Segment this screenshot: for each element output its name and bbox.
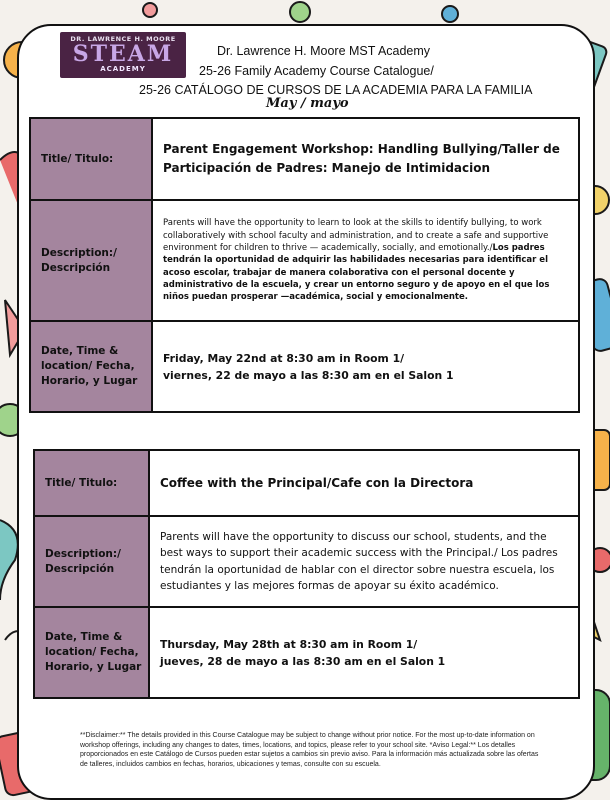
event-date-en: Thursday, May 28th at 8:30 am in Room 1/ <box>160 637 418 651</box>
event-date-es: viernes, 22 de mayo a las 8:30 am en el Salon 1 <box>163 368 454 382</box>
description-en: Parents will have the opportunity to learn to look at the skills to identify bullying, to work collaboratively with school faculty and administration, and to create a safe and supportive environment for children to thrive — academically, socially, and emotionally./ <box>163 218 549 254</box>
event-table-2 <box>33 449 580 699</box>
event-description <box>163 217 568 303</box>
description-es: Los padres tendrán la oportunidad de adquirir las habilidades necesarias para identificar el acoso escolar, trabajar de manera colaborativa con el personal docente y administrativo de la escuela, y crear un entorno seguro y de apoyo en el que los niños puedan prosperar —académica, social y emocionalmente. <box>163 243 550 303</box>
school-name: Dr. Lawrence H. Moore MST Academy <box>217 44 431 58</box>
logo-line-2: STEAM <box>72 41 174 67</box>
datetime-label: Date, Time & location/ Fecha, Horario, y Lugar <box>34 607 149 698</box>
logo-line-3: ACADEMY <box>100 65 146 73</box>
event-title: Parent Engagement Workshop: Handling Bullying/Taller de Participación de Padres: Manejo de Intimidacion <box>163 142 560 175</box>
event-date-es: jueves, 28 de mayo a las 8:30 am en el Salon 1 <box>160 654 446 668</box>
event-description-cell <box>152 200 579 321</box>
title-label: Title/ Titulo: <box>30 118 152 200</box>
event-title-cell <box>152 118 579 200</box>
description-label: Description:/ Descripción <box>30 200 152 321</box>
event-datetime-cell <box>152 321 579 412</box>
event-title: Coffee with the Principal/Cafe con la Directora <box>160 475 474 490</box>
event-description: Parents will have the opportunity to discuss our school, students, and the best ways to support their academic success with the Principal./ Los padres tendrán la oportunidad de hablar con el director sobre nuestra escuela, los estudiantes y las mejores formas de apoyar su éxito académico. <box>160 530 558 592</box>
month-heading: May / mayo <box>266 96 349 111</box>
catalogue-title-es: 25-26 CATÁLOGO DE CURSOS DE LA ACADEMIA PARA LA FAMILIA <box>139 83 533 97</box>
logo-line-1: DR. LAWRENCE H. MOORE <box>70 35 176 43</box>
event-date-en: Friday, May 22nd at 8:30 am in Room 1/ <box>163 351 405 365</box>
description-label: Description:/ Descripción <box>34 516 149 607</box>
event-description-cell <box>149 516 579 607</box>
title-label: Title/ Titulo: <box>34 450 149 516</box>
datetime-label: Date, Time & location/ Fecha, Horario, y Lugar <box>30 321 152 412</box>
school-logo <box>60 32 186 78</box>
event-title-cell <box>149 450 579 516</box>
event-table-1 <box>29 117 580 413</box>
catalogue-title-en: 25-26 Family Academy Course Catalogue/ <box>199 64 434 78</box>
disclaimer: **Disclaimer:** The details provided in this Course Catalogue may be subject to change without prior notice. For the most up-to-date information on workshop offerings, including any changes to dates, times, locations, and topics, please refer to your school site. *Aviso Legal:** Los detalles proporcionados en este Catálogo de Cursos pueden estar sujetos a cambios sin previo aviso. Para la información más actualizada sobre las ofertas de talleres, incluidos cambios en fechas, horarios, ubicaciones y temas, consulte con su escuela. <box>80 732 539 768</box>
event-datetime-cell <box>149 607 579 698</box>
